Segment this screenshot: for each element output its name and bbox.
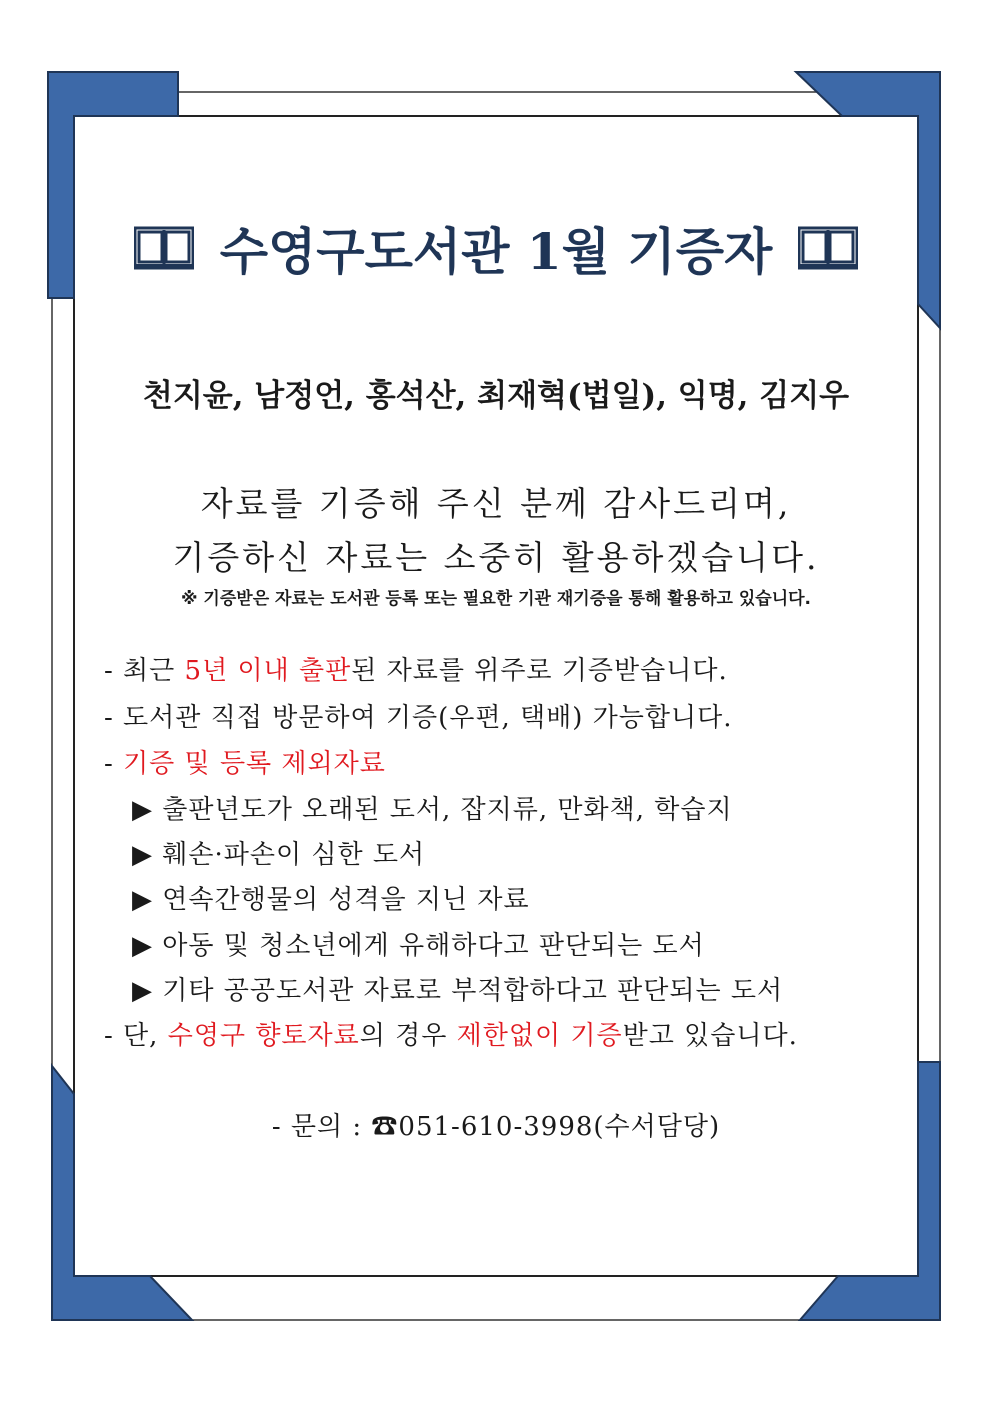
- page-title: [0, 212, 992, 284]
- usage-note: ※ 기증받은 자료는 도서관 등록 또는 필요한 기관 재기증을 통해 활용하고 있습니다.: [180, 589, 811, 609]
- exclusion-item: ▶ 훼손·파손이 심한 도서: [132, 840, 426, 870]
- contact-info: - 문의 : ☎051-610-3998(수서담당): [271, 1112, 721, 1142]
- exclusion-item: ▶ 출판년도가 오래된 도서, 잡지류, 만화책, 학습지: [132, 795, 733, 825]
- highlight-text: 5년 이내 출판: [184, 656, 352, 686]
- title-text: 수영구도서관 1월 기증자: [219, 222, 773, 281]
- guideline-recent-publication: - 최근 5년 이내 출판된 자료를 위주로 기증받습니다.: [104, 656, 728, 686]
- guideline-visit: - 도서관 직접 방문하여 기증(우편, 택배) 가능합니다.: [104, 703, 733, 733]
- open-book-icon: [798, 226, 858, 270]
- thanks-line-2: 기증하신 자료는 소중히 활용하겠습니다.: [172, 538, 820, 577]
- highlight-text: 기증 및 등록 제외자료: [123, 749, 386, 779]
- thanks-line-1: 자료를 기증해 주신 분께 감사드리며,: [200, 484, 792, 523]
- exclusion-item: ▶ 연속간행물의 성격을 지닌 자료: [132, 885, 530, 915]
- donor-list: 천지윤, 남정언, 홍석산, 최재혁(법일), 익명, 김지우: [142, 378, 850, 414]
- open-book-icon: [134, 226, 194, 270]
- guideline-exclusion-heading: - 기증 및 등록 제외자료: [104, 749, 386, 779]
- guideline-local-materials: - 단, 수영구 향토자료의 경우 제한없이 기증받고 있습니다.: [104, 1021, 798, 1051]
- highlight-text: 수영구 향토자료: [167, 1021, 360, 1051]
- highlight-text: 제한없이 기증: [456, 1021, 623, 1051]
- exclusion-item: ▶ 아동 및 청소년에게 유해하다고 판단되는 도서: [132, 931, 705, 961]
- exclusion-item: ▶ 기타 공공도서관 자료로 부적합하다고 판단되는 도서: [132, 976, 784, 1006]
